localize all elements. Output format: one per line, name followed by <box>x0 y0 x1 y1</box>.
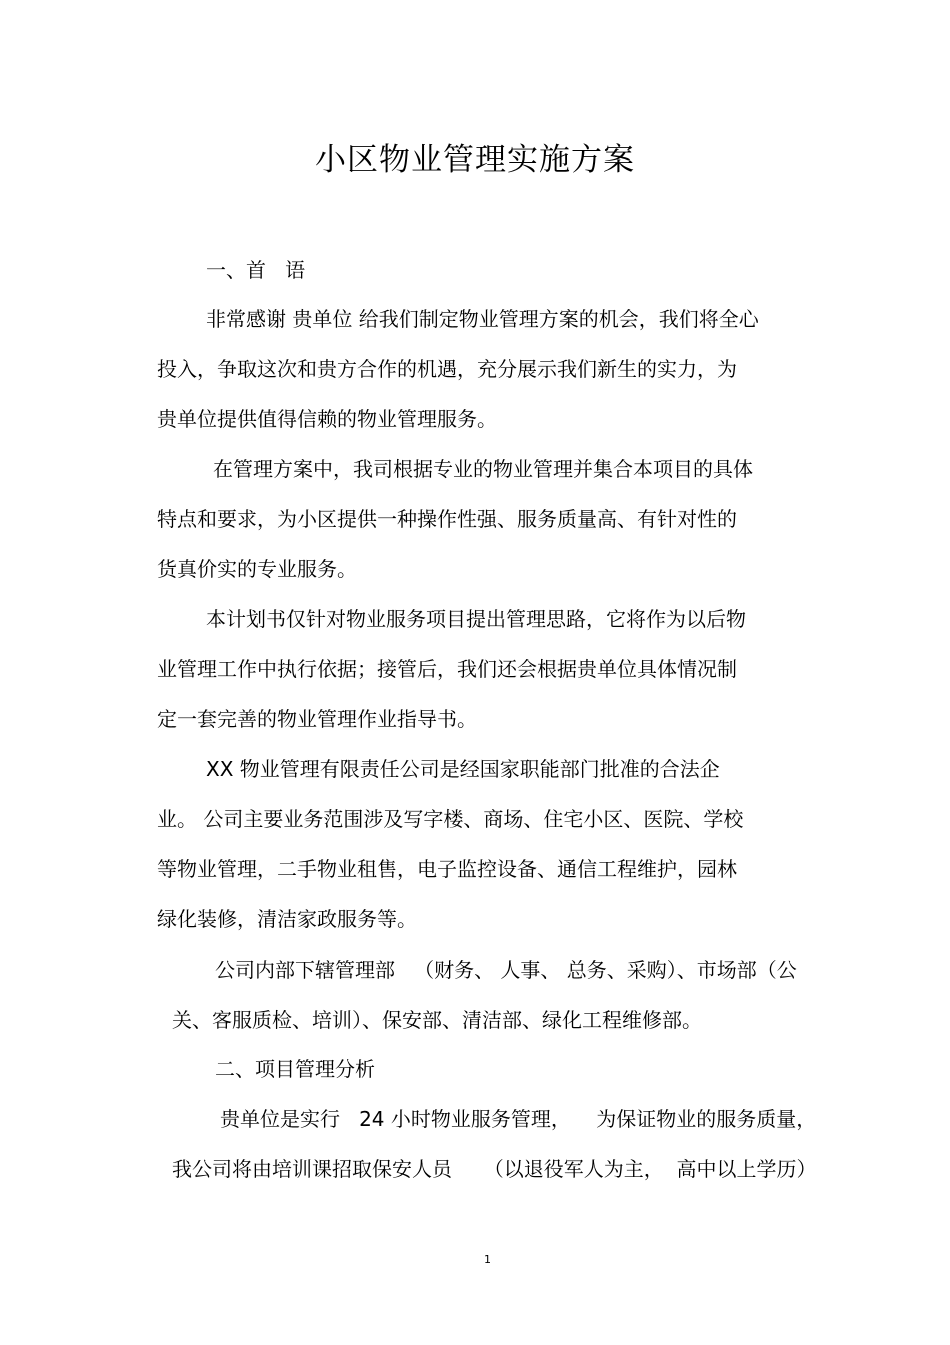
paragraph-line: 绿化装修，清洁家政服务等。 <box>157 907 417 931</box>
paragraph-line: 业。 公司主要业务范围涉及写字楼、商场、住宅小区、医院、学校 <box>157 807 744 831</box>
paragraph-line: 货真价实的专业服务。 <box>157 557 357 581</box>
paragraph-line: 贵单位是实行 24 小时物业服务管理， 为保证物业的服务质量， <box>220 1107 817 1131</box>
section-heading-preface: 一、首 语 <box>206 258 306 282</box>
paragraph-line: 贵单位提供值得信赖的物业管理服务。 <box>157 407 497 431</box>
paragraph-line: 本计划书仅针对物业服务项目提出管理思路，它将作为以后物 <box>206 607 746 631</box>
paragraph-line: 等物业管理，二手物业租售，电子监控设备、通信工程维护，园林 <box>157 857 737 881</box>
paragraph-line: 投入，争取这次和贵方合作的机遇，充分展示我们新生的实力，为 <box>157 357 737 381</box>
paragraph-line: 在管理方案中，我司根据专业的物业管理并集合本项目的具体 <box>213 457 753 481</box>
paragraph-line: 关、客服质检、培训）、保安部、清洁部、绿化工程维修部。 <box>172 1008 702 1032</box>
paragraph-line: 我公司将由培训课招取保安人员 （以退役军人为主， 高中以上学历） <box>172 1157 817 1181</box>
paragraph-line: 公司内部下辖管理部 （财务、 人事、 总务、采购）、市场部（公 <box>215 958 797 982</box>
section-heading-analysis: 二、项目管理分析 <box>215 1057 375 1081</box>
document-title: 小区物业管理实施方案 <box>315 142 635 178</box>
paragraph-line: 业管理工作中执行依据；接管后，我们还会根据贵单位具体情况制 <box>157 657 737 681</box>
paragraph-line: 定一套完善的物业管理作业指导书。 <box>157 707 477 731</box>
paragraph-line: XX 物业管理有限责任公司是经国家职能部门批准的合法企 <box>206 757 720 781</box>
paragraph-line: 非常感谢 贵单位 给我们制定物业管理方案的机会，我们将全心 <box>206 307 759 331</box>
paragraph-line: 特点和要求，为小区提供一种操作性强、服务质量高、有针对性的 <box>157 507 737 531</box>
page-number: 1 <box>484 1253 491 1266</box>
